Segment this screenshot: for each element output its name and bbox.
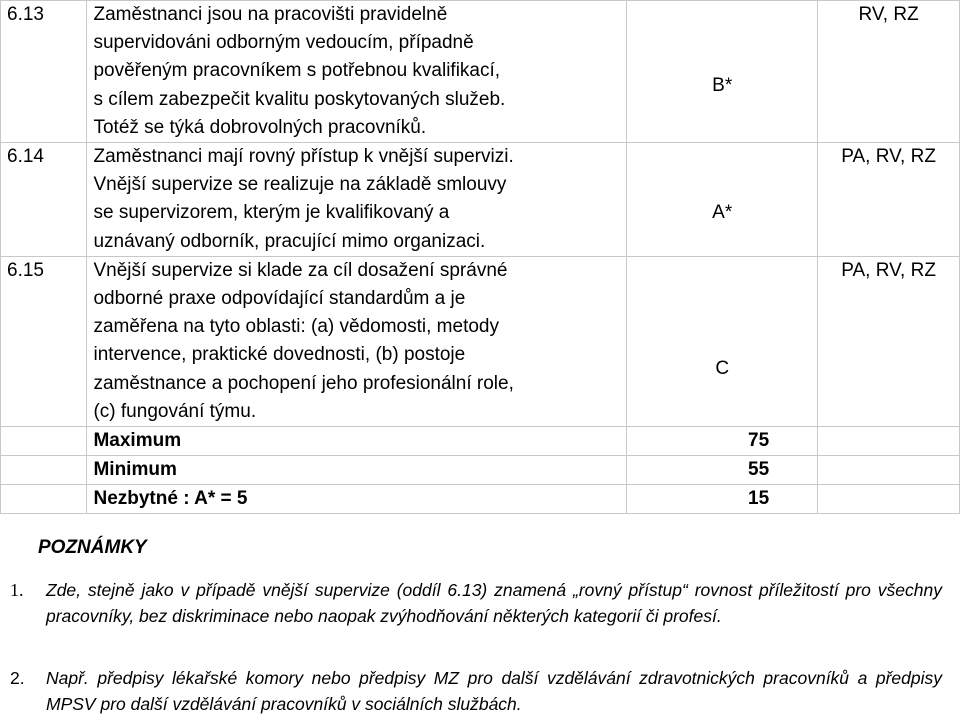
criterion-line: odborné praxe odpovídající standardům a je: [93, 288, 466, 310]
criterion-text: [87, 256, 627, 426]
summary-label: Minimum: [87, 456, 627, 485]
criterion-line: Vnější supervize se realizuje na základě smlouvy: [93, 174, 507, 196]
criterion-line: se supervizorem, kterým je kvalifikovaný a: [93, 202, 450, 224]
summary-label: Nezbytné : A* = 5: [87, 485, 627, 514]
criterion-number: 6.14: [1, 143, 87, 257]
summary-row: [1, 485, 960, 514]
criterion-number: 6.15: [1, 256, 87, 426]
criterion-responsible: PA, RV, RZ: [818, 143, 960, 257]
criterion-line: zaměřena na tyto oblasti: (a) vědomosti, metody: [93, 316, 499, 338]
note-marker: 1.: [10, 580, 24, 600]
criterion-line: Vnější supervize si klade za cíl dosažení správné: [93, 259, 508, 281]
criterion-level: A*: [627, 143, 818, 257]
criterion-line: zaměstnance a pochopení jeho profesionální role,: [93, 372, 514, 394]
criterion-line: Zaměstnanci jsou na pracovišti pravidelně: [93, 4, 448, 25]
criterion-line: s cílem zabezpečit kvalitu poskytovaných služeb.: [93, 88, 506, 110]
note-text: Např. předpisy lékařské komory nebo předpisy MZ pro další vzdělávání zdravotnických pracovníků a předpisy MPSV pro další vzdělávání pracovníků v sociálních službách.: [46, 668, 942, 714]
summary-row: [1, 456, 960, 485]
criterion-line: Zaměstnanci mají rovný přístup k vnější supervizi.: [93, 146, 514, 168]
criterion-level: B*: [627, 1, 818, 143]
criterion-line: supervidováni odborným vedoucím, případně: [93, 32, 474, 54]
criterion-level: C: [627, 256, 818, 426]
criterion-responsible: RV, RZ: [818, 1, 960, 143]
notes-title: POZNÁMKY: [38, 537, 147, 558]
note-item: [10, 578, 942, 629]
criterion-number: 6.13: [1, 1, 87, 143]
note-text: Zde, stejně jako v případě vnější supervize (oddíl 6.13) znamená „rovný přístup“ rovnost příležitostí pro všechny pracovníky, bez diskriminace nebo naopak zvýhodňování některých kategorií či profesí.: [46, 580, 942, 626]
summary-value: 15: [627, 485, 818, 514]
criterion-line: uznávaný odborník, pracující mimo organizaci.: [93, 230, 486, 252]
criterion-line: intervence, praktické dovednosti, (b) postoje: [93, 344, 466, 366]
summary-label: Maximum: [87, 427, 627, 456]
criterion-text: [87, 1, 627, 143]
summary-row: [1, 427, 960, 456]
criterion-text: [87, 143, 627, 257]
criterion-line: pověřeným pracovníkem s potřebnou kvalifikací,: [93, 60, 501, 82]
note-marker: 2.: [10, 668, 25, 688]
table-row: [1, 1, 960, 143]
criterion-line: (c) fungování týmu.: [93, 400, 257, 422]
criterion-responsible: PA, RV, RZ: [818, 256, 960, 426]
summary-value: 55: [627, 456, 818, 485]
summary-value: 75: [627, 427, 818, 456]
note-item: [10, 666, 942, 717]
table-row: [1, 143, 960, 257]
table-row: [1, 256, 960, 426]
criterion-line: Totéž se týká dobrovolných pracovníků.: [93, 116, 427, 138]
